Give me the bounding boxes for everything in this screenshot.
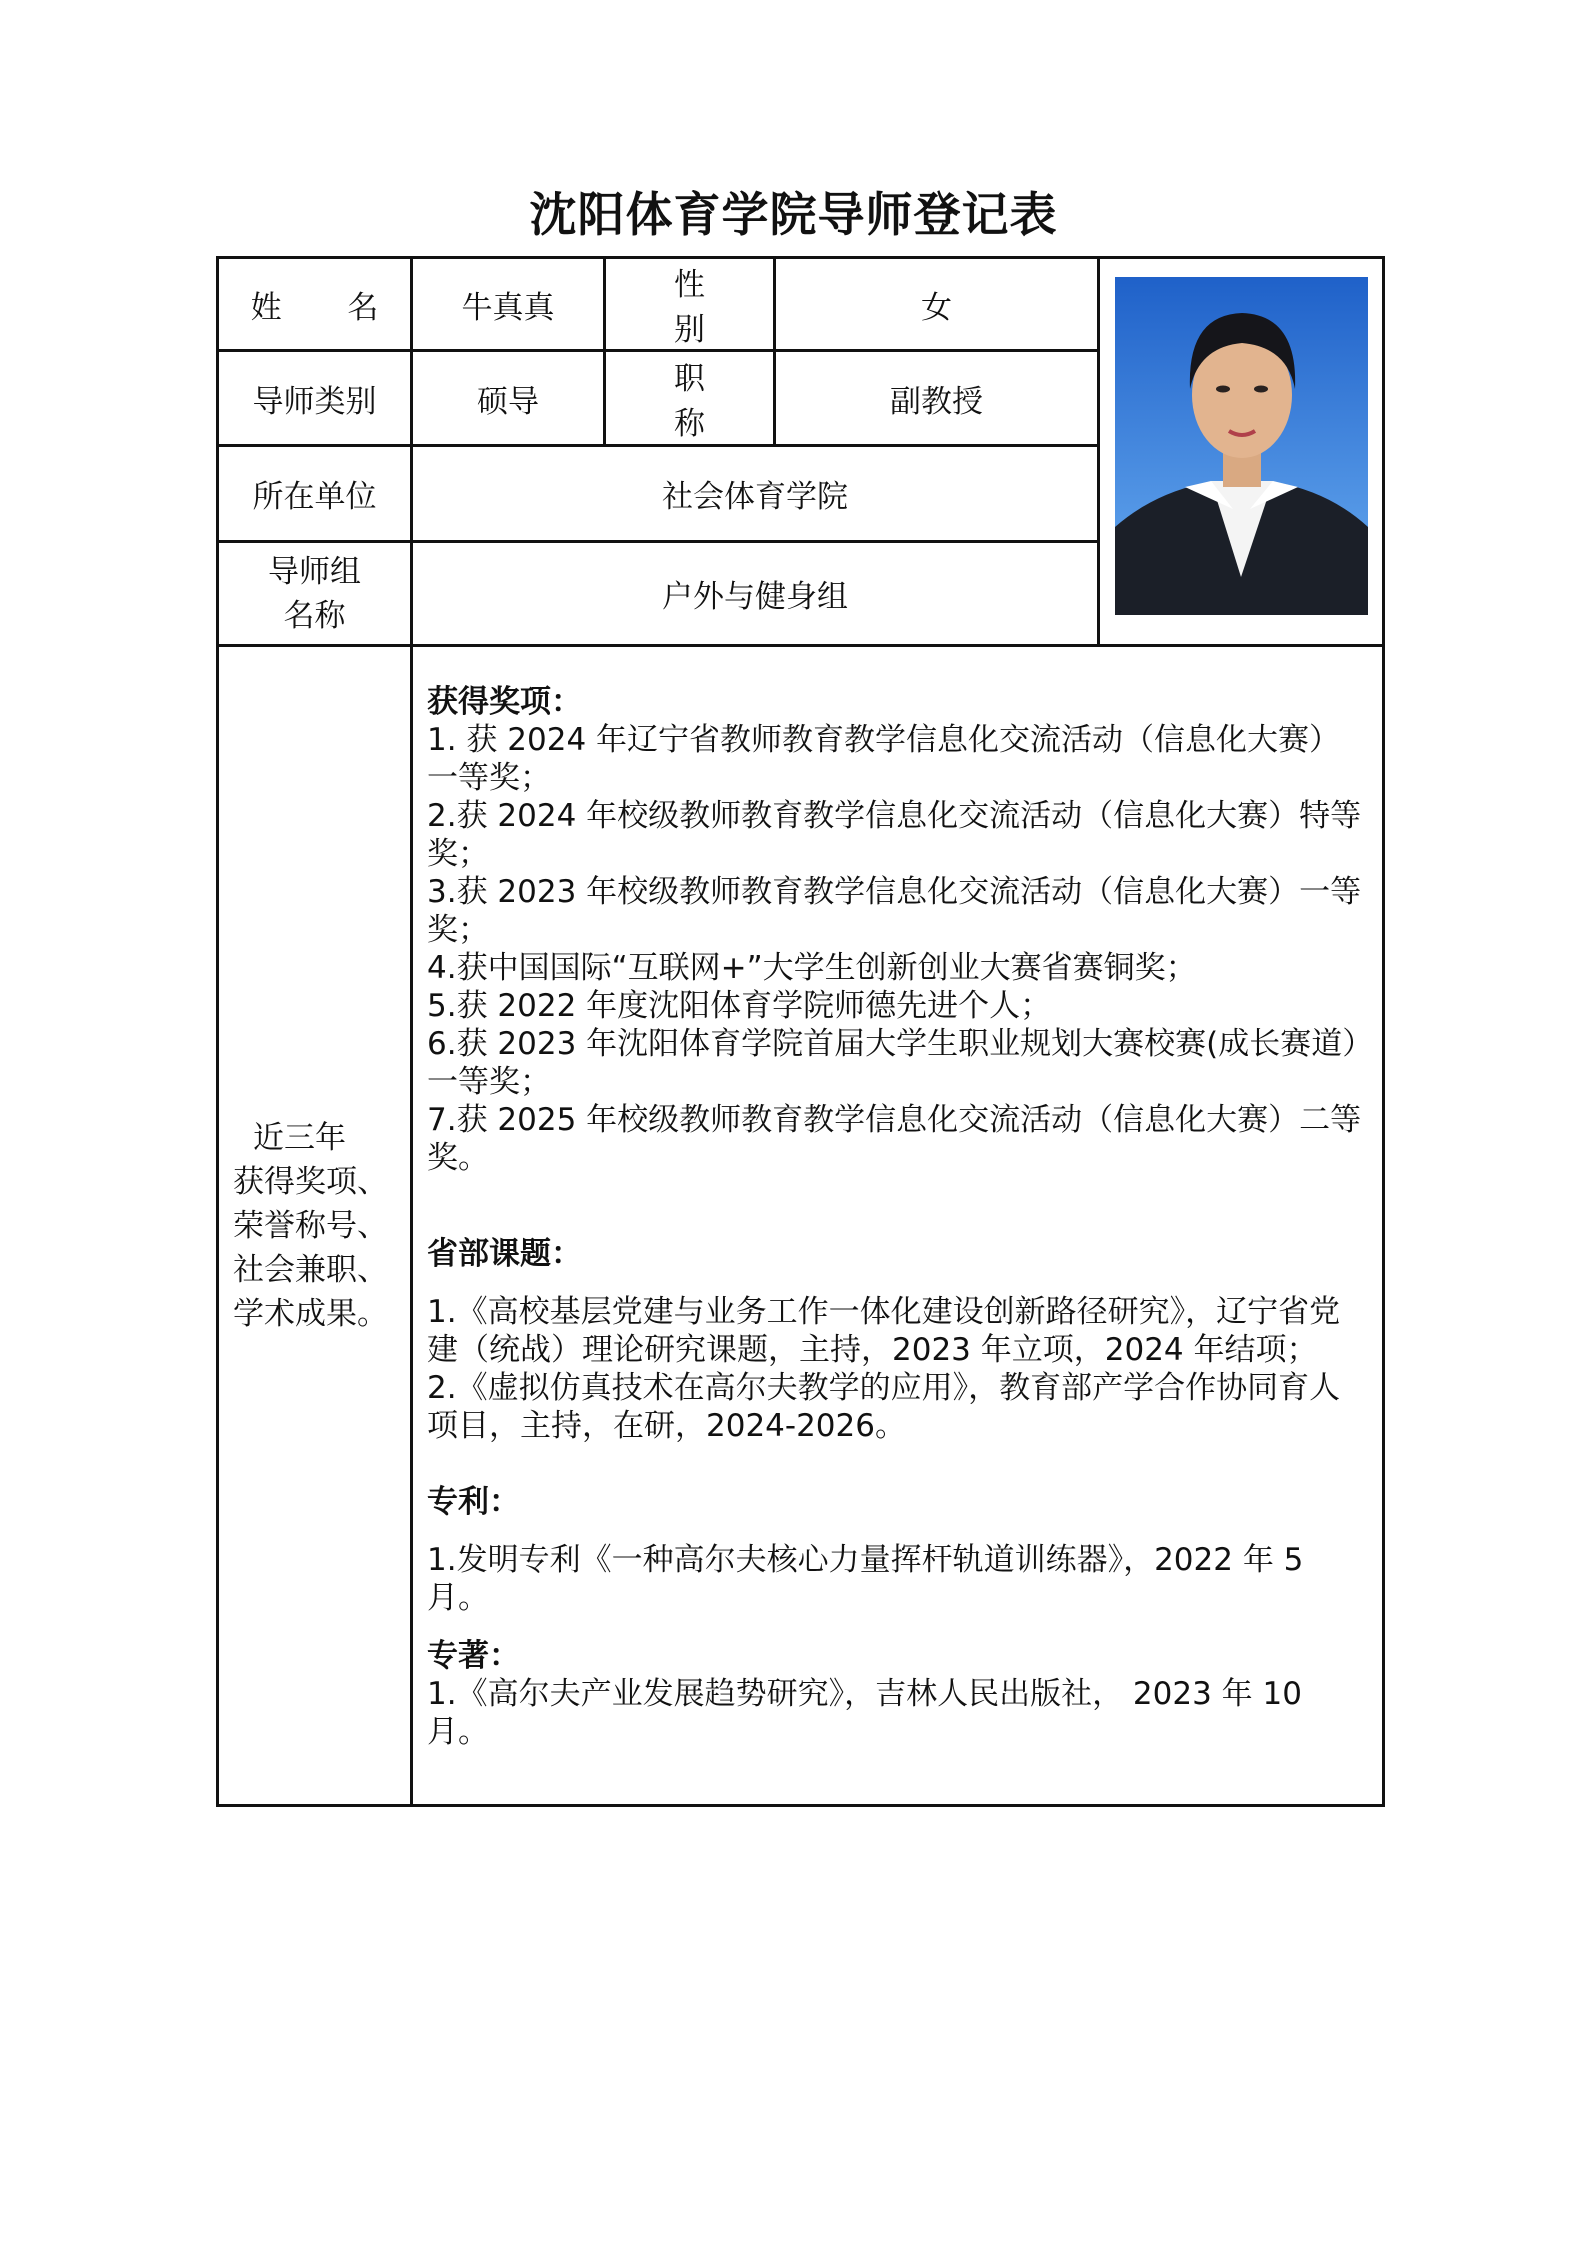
- photo-cell: [1099, 258, 1384, 646]
- registration-form-table: [216, 256, 1385, 1807]
- page-title: 沈阳体育学院导师登记表: [529, 188, 1058, 243]
- achievements-label-line: 社会兼职、: [233, 1251, 388, 1288]
- achievements-label-line: 获得奖项、: [233, 1163, 388, 1200]
- unit-value: 社会体育学院: [412, 446, 1099, 542]
- group-value: 户外与健身组: [412, 542, 1099, 646]
- title-label: 职 称: [605, 351, 775, 446]
- portrait-photo: [1115, 277, 1368, 615]
- award-item: 6.获 2023 年沈阳体育学院首届大学生职业规划大赛校赛(成长赛道）一等奖；: [427, 1026, 1358, 1100]
- group-label-line-1: 导师组: [268, 553, 361, 590]
- project-item: 2.《虚拟仿真技术在高尔夫教学的应用》，教育部产学合作协同育人项目，主持，在研，2024-2026。: [427, 1370, 1341, 1444]
- achievements-label-line: 近三年: [253, 1119, 346, 1156]
- projects-heading: 省部课题：: [427, 1236, 582, 1272]
- gender-label: 性 别: [605, 258, 775, 351]
- award-item: 7.获 2025 年校级教师教育教学信息化交流活动（信息化大赛）二等奖。: [427, 1102, 1362, 1176]
- name-label: 姓 名: [218, 258, 412, 351]
- book-item: 1.《高尔夫产业发展趋势研究》，吉林人民出版社， 2023 年 10 月。: [427, 1676, 1302, 1750]
- award-item: 5.获 2022 年度沈阳体育学院师德先进个人；: [427, 988, 1052, 1024]
- title-value: 副教授: [775, 351, 1099, 446]
- achievements-label-line: 学术成果。: [233, 1295, 388, 1332]
- award-item: 3.获 2023 年校级教师教育教学信息化交流活动（信息化大赛）一等奖；: [427, 874, 1362, 948]
- achievements-label-line: 荣誉称号、: [233, 1207, 388, 1244]
- achievements-label: [218, 646, 412, 1806]
- unit-label: 所在单位: [218, 446, 412, 542]
- books-heading: 专著：: [427, 1638, 520, 1674]
- project-item: 1.《高校基层党建与业务工作一体化建设创新路径研究》，辽宁省党建（统战）理论研究课题，主持，2023 年立项，2024 年结项；: [427, 1294, 1341, 1368]
- mentor-type-label: 导师类别: [218, 351, 412, 446]
- name-value: 牛真真: [412, 258, 605, 351]
- award-item: 2.获 2024 年校级教师教育教学信息化交流活动（信息化大赛）特等奖；: [427, 798, 1362, 872]
- gender-value: 女: [775, 258, 1099, 351]
- award-item: 4.获中国国际“互联网+”大学生创新创业大赛省赛铜奖；: [427, 950, 1197, 986]
- group-label: [218, 542, 412, 646]
- achievements-content: [412, 646, 1384, 1806]
- award-item: 1. 获 2024 年辽宁省教师教育教学信息化交流活动（信息化大赛）一等奖；: [427, 722, 1341, 796]
- portrait-image: [1115, 277, 1368, 615]
- awards-heading: 获得奖项：: [427, 684, 582, 720]
- group-label-line-2: 名称: [283, 597, 346, 634]
- patents-heading: 专利：: [427, 1484, 520, 1520]
- patent-item: 1.发明专利《一种高尔夫核心力量挥杆轨道训练器》，2022 年 5 月。: [427, 1542, 1304, 1616]
- mentor-type-value: 硕导: [412, 351, 605, 446]
